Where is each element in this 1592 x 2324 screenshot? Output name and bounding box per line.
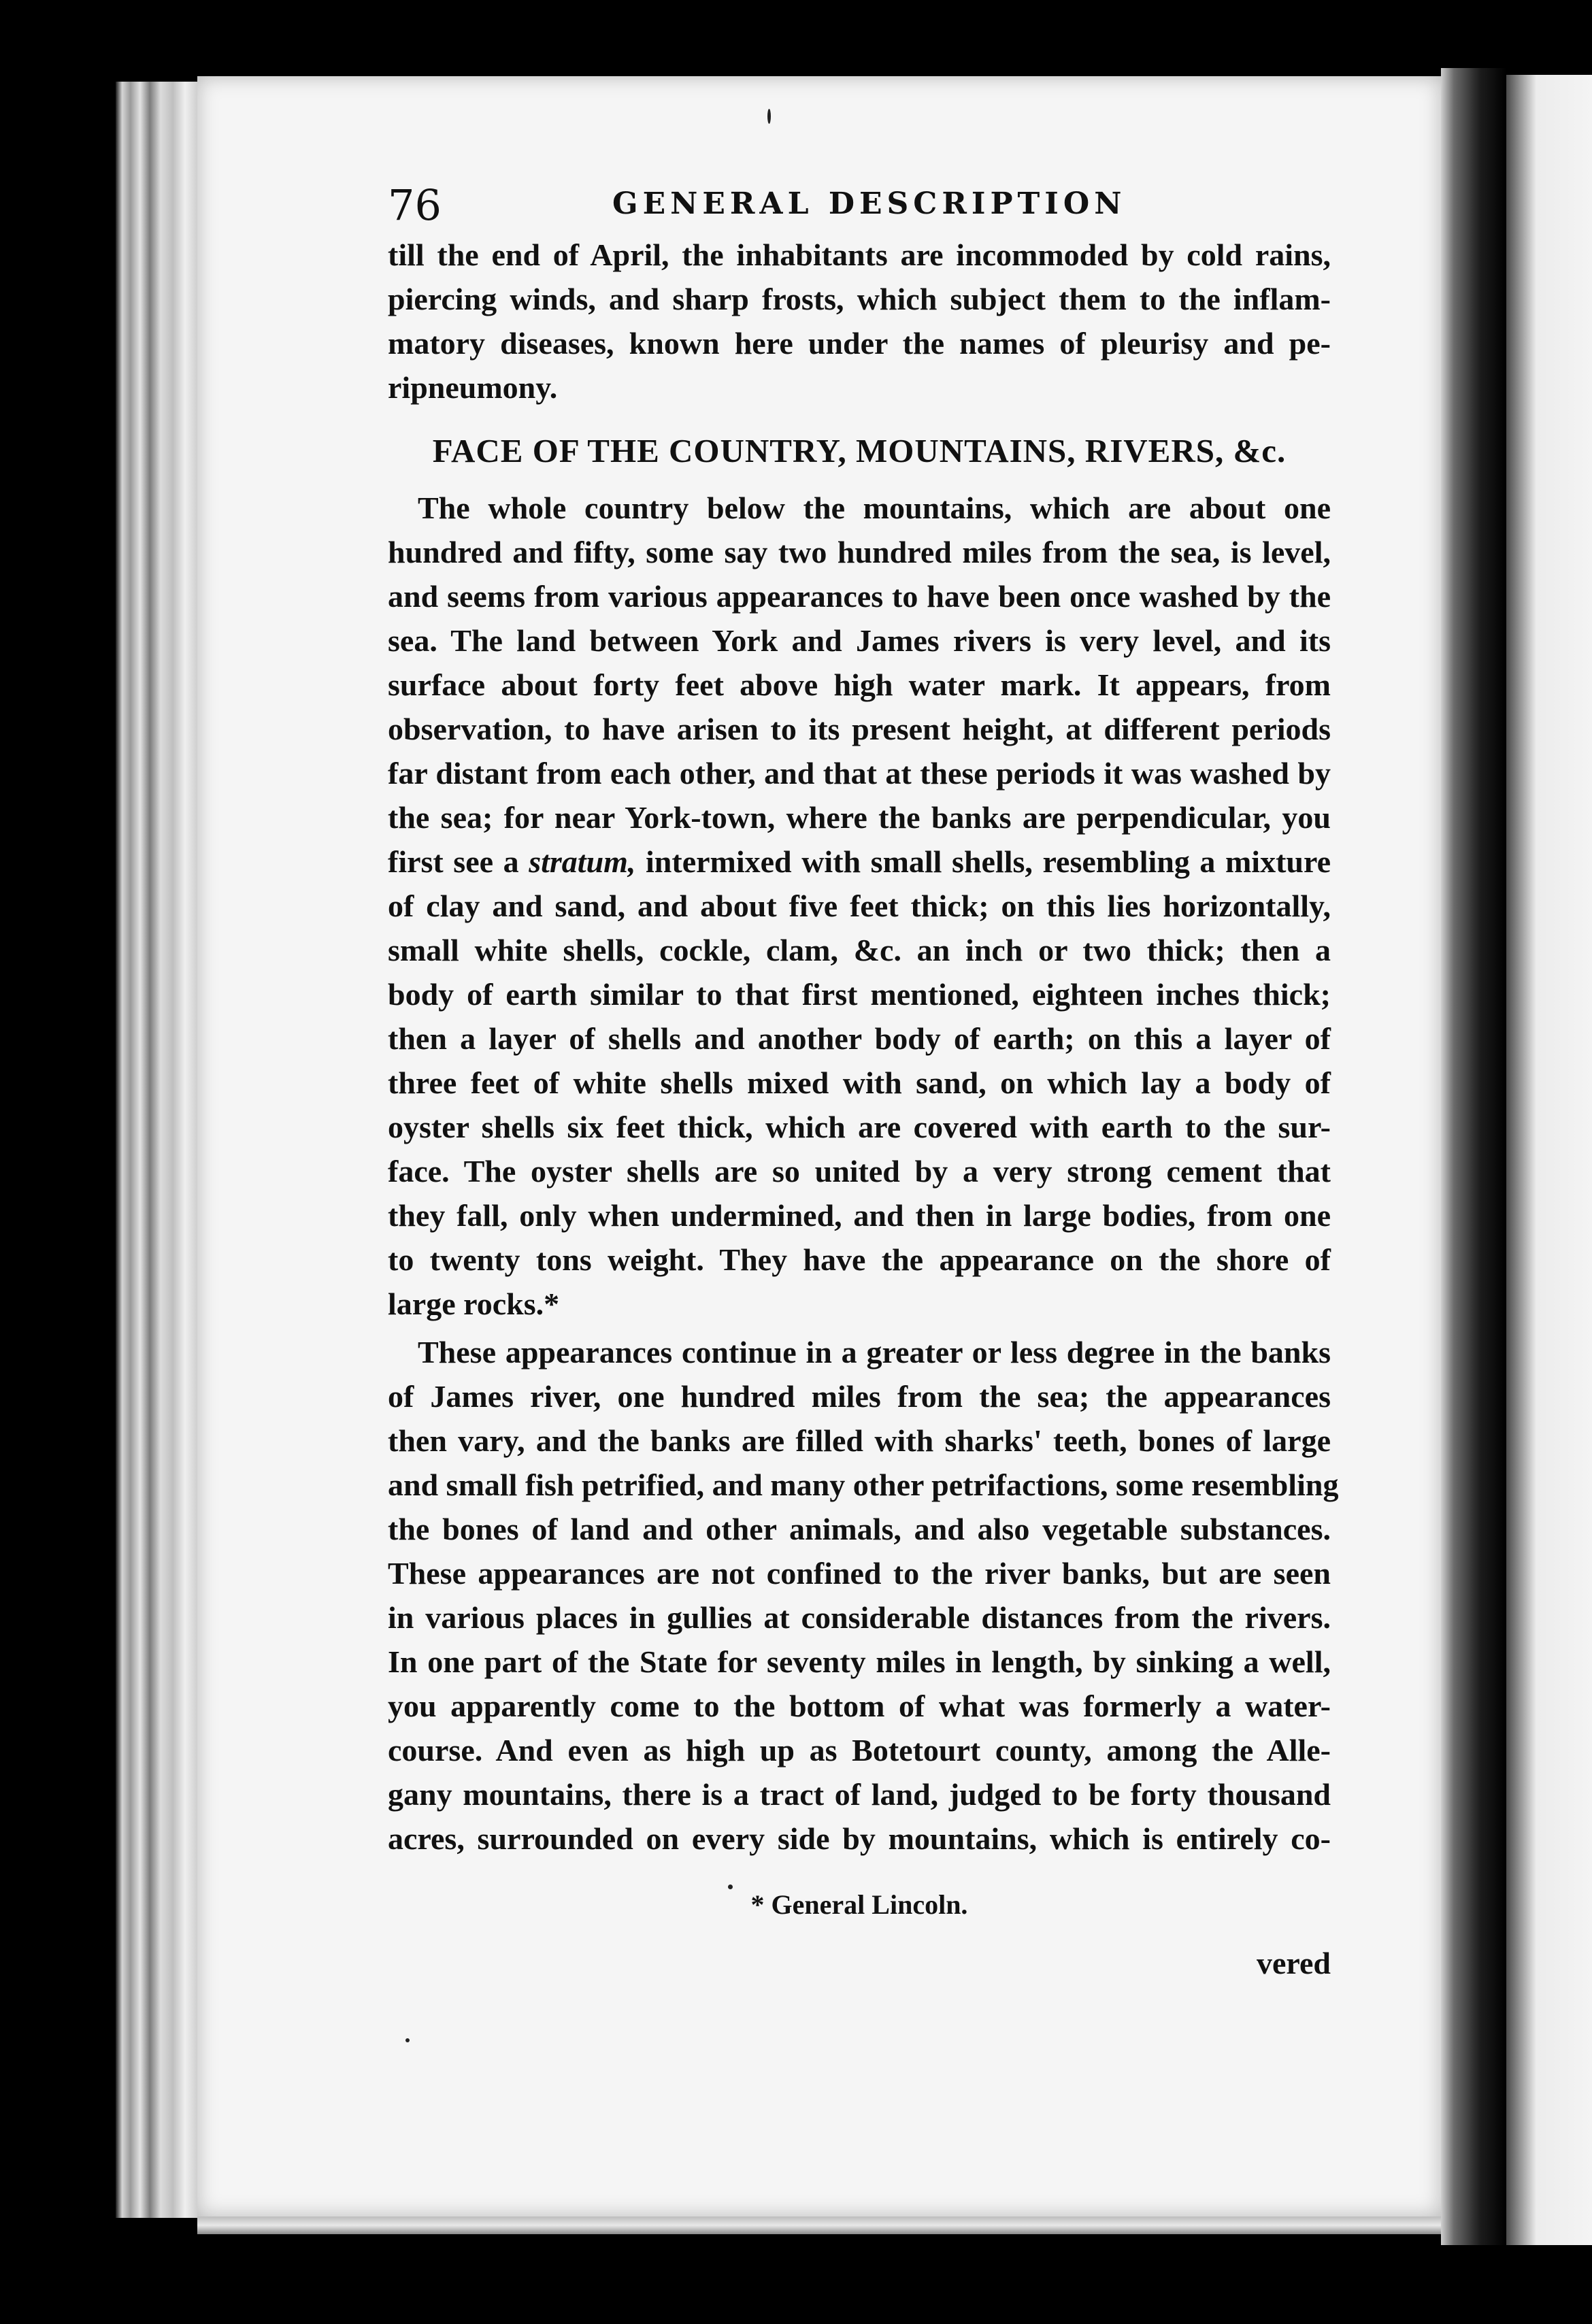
text-line: you apparently come to the bottom of what was formerly a water- (388, 1689, 1331, 1723)
text-line: of clay and sand, and about five feet thick; on this lies horizontally, (388, 889, 1331, 923)
page-number: 76 (388, 180, 442, 230)
text-line: body of earth similar to that first mentioned, eighteen inches thick; (388, 977, 1331, 1012)
next-page-edge (1506, 75, 1592, 2245)
text-line: to twenty tons weight. They have the appearance on the shore of (388, 1242, 1331, 1277)
running-title: GENERAL DESCRIPTION (612, 186, 1127, 221)
ink-speck (405, 2038, 410, 2042)
page-content (388, 178, 1339, 1980)
text-line: three feet of white shells mixed with sand, on which lay a body of (388, 1065, 1331, 1100)
text-line: hundred and fifty, some say two hundred miles from the sea, is level, (388, 535, 1331, 569)
text-line: the bones of land and other animals, and also vegetable substances. (388, 1512, 1331, 1546)
catchword: vered (1256, 1946, 1331, 1980)
text-line: large rocks.* (388, 1286, 560, 1321)
text-segment: first see a (388, 844, 519, 879)
text-line: in various places in gullies at considerable distances from the rivers. (388, 1600, 1331, 1635)
text-line: of James river, one hundred miles from the sea; the appearances (388, 1379, 1331, 1414)
text-line: face. The oyster shells are so united by a very strong cement that (388, 1154, 1331, 1189)
book-gutter (1441, 68, 1506, 2245)
text-line: matory diseases, known here under the names of pleurisy and pe- (388, 326, 1331, 361)
italic-word-stratum: stratum, (529, 844, 636, 879)
text-line: small white shells, cockle, clam, &c. an inch or two thick; then a (388, 933, 1331, 967)
text-line: and seems from various appearances to have been once washed by the (388, 579, 1331, 614)
footnote: * General Lincoln. (750, 1889, 968, 1920)
text-line: the sea; for near York-town, where the banks are perpendicular, you (388, 800, 1331, 835)
text-line: oyster shells six feet thick, which are covered with earth to the sur- (388, 1110, 1331, 1144)
text-line: till the end of April, the inhabitants are incommoded by cold rains, (388, 237, 1331, 272)
text-line-with-italic (388, 840, 1331, 884)
section-heading: FACE OF THE COUNTRY, MOUNTAINS, RIVERS, &c. (432, 432, 1287, 469)
text-line: In one part of the State for seventy miles in length, by sinking a well, (388, 1644, 1331, 1679)
text-line: far distant from each other, and that at these periods it was washed by (388, 756, 1331, 791)
intro-paragraph (388, 233, 1331, 410)
text-line: sea. The land between York and James rivers is very level, and its (388, 623, 1331, 658)
page-bottom-edge (197, 2217, 1490, 2234)
text-line: The whole country below the mountains, which are about one (418, 491, 1331, 525)
text-line: then vary, and the banks are filled with sharks' teeth, bones of large (388, 1423, 1331, 1458)
book-left-edge (116, 82, 197, 2218)
text-line: then a layer of shells and another body of earth; on this a layer of (388, 1021, 1331, 1056)
text-line: observation, to have arisen to its present height, at different periods (388, 712, 1331, 746)
text-line: These appearances are not confined to the river banks, but are seen (388, 1556, 1331, 1591)
paragraph-appearances (388, 1330, 1339, 1861)
text-line: acres, surrounded on every side by mountains, which is entirely co- (388, 1821, 1331, 1856)
text-line: gany mountains, there is a tract of land, judged to be forty thousand (388, 1777, 1331, 1812)
text-line: piercing winds, and sharp frosts, which subject them to the inflam- (388, 282, 1331, 316)
text-line: and small fish petrified, and many other petrifactions, some resembling (388, 1467, 1339, 1502)
text-line: they fall, only when undermined, and then in large bodies, from one (388, 1198, 1331, 1233)
text-line: These appearances continue in a greater or less degree in the banks (418, 1335, 1331, 1370)
text-segment: intermixed with small shells, resembling a mixture (646, 844, 1331, 879)
running-head (388, 178, 1331, 233)
text-line: ripneumony. (388, 370, 558, 405)
text-line: surface about forty feet above high water mark. It appears, from (388, 667, 1331, 702)
paragraph-face-of-country (388, 486, 1331, 1326)
text-line: course. And even as high up as Botetourt county, among the Alle- (388, 1733, 1331, 1767)
ink-speck (767, 109, 771, 124)
